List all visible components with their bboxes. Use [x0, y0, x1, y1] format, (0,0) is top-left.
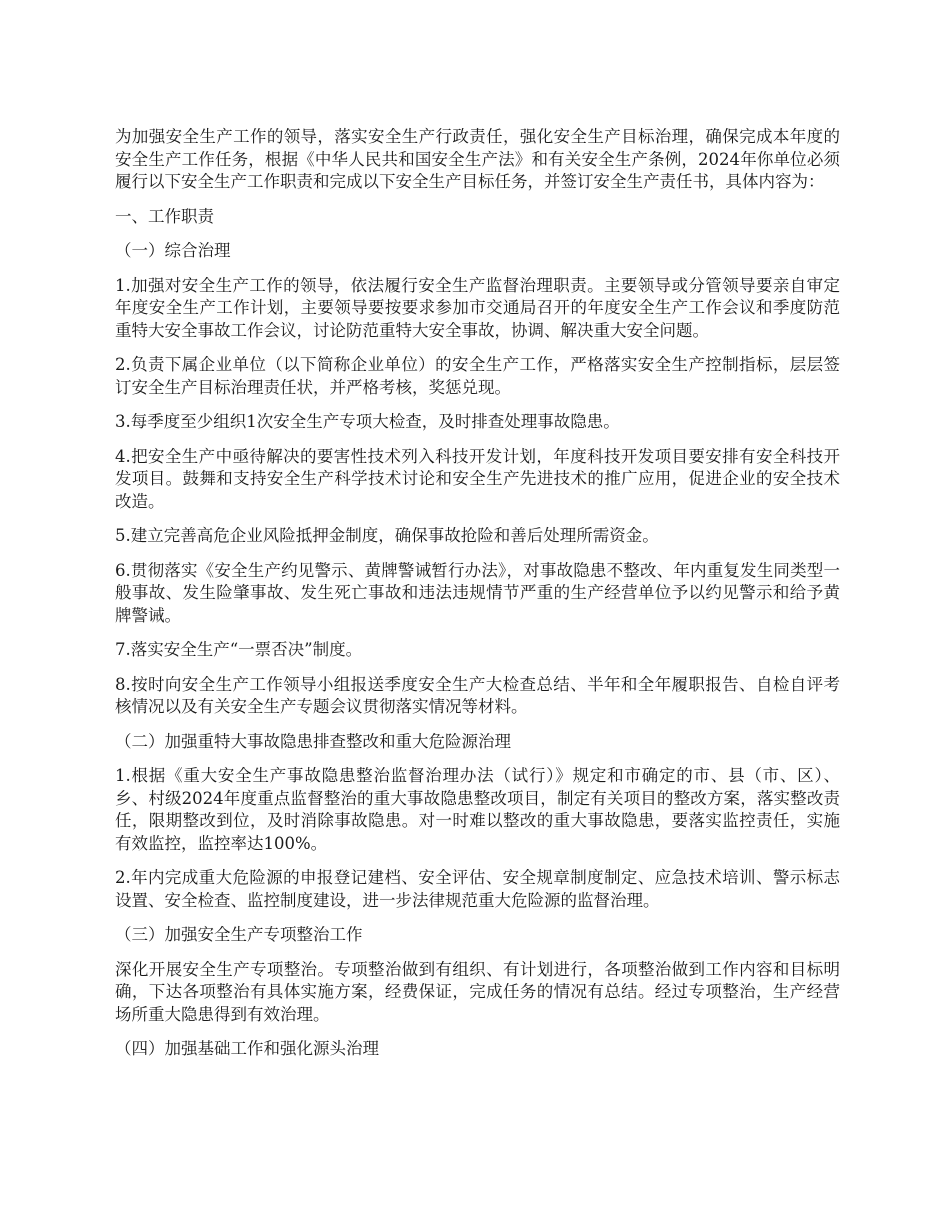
document-body: [115, 126, 840, 1073]
item-2-1: 1.根据《重大安全生产事故隐患整治监督治理办法（试行）》规定和市确定的市、县（市、区）、乡、村级2024年度重点监督整治的重大事故隐患整改项目，制定有关项目的整改方案，落实整改责任，限期整改到位，及时消除事故隐患。对一时难以整改的重大事故隐患，要落实监控责任，实施有效监控，监控率达100%。: [115, 766, 840, 853]
item-1-4: 4.把安全生产中亟待解决的要害性技术列入科技开发计划，年度科技开发项目要安排有安全科技开发项目。鼓舞和支持安全生产科学技术讨论和安全生产先进技术的推广应用，促进企业的安全技术改造。: [115, 446, 840, 511]
item-2-2: 2.年内完成重大危险源的申报登记建档、安全评估、安全规章制度制定、应急技术培训、警示标志设置、安全检查、监控制度建设，进一步法律规范重大危险源的监督治理。: [115, 868, 840, 910]
item-1-1: 1.加强对安全生产工作的领导，依法履行安全生产监督治理职责。主要领导或分管领导要亲自审定年度安全生产工作计划，主要领导要按要求参加市交通局召开的年度安全生产工作会议和季度防范重特大安全事故工作会议，讨论防范重特大安全事故，协调、解决重大安全问题。: [115, 275, 840, 340]
intro-paragraph: 为加强安全生产工作的领导，落实安全生产行政责任，强化安全生产目标治理，确保完成本年度的安全生产工作任务，根据《中华人民共和国安全生产法》和有关安全生产条例，2024年你单位必须履行以下安全生产工作职责和完成以下安全生产目标任务，并签订安全生产责任书，具体内容为：: [115, 127, 840, 191]
item-1-8: 8.按时向安全生产工作领导小组报送季度安全生产大检查总结、半年和全年履职报告、自检自评考核情况以及有关安全生产专题会议贯彻落实情况等材料。: [115, 674, 840, 716]
item-1-5: 5.建立完善高危企业风险抵押金制度，确保事故抢险和善后处理所需资金。: [115, 526, 659, 545]
subsection-heading-2: （二）加强重特大事故隐患排查整改和重大危险源治理: [115, 731, 511, 751]
subsection-heading-3: （三）加强安全生产专项整治工作: [115, 925, 363, 944]
section-heading-1: 一、工作职责: [115, 206, 214, 226]
item-1-7: 7.落实安全生产“一票否决”制度。: [115, 640, 363, 659]
item-1-2: 2.负责下属企业单位（以下简称企业单位）的安全生产工作，严格落实安全生产控制指标，层层签订安全生产目标治理责任状，并严格考核，奖惩兑现。: [115, 355, 840, 397]
subsection-heading-4: （四）加强基础工作和强化源头治理: [115, 1039, 379, 1058]
item-3-1: 深化开展安全生产专项整治。专项整治做到有组织、有计划进行，各项整治做到工作内容和目标明确，下达各项整治有具体实施方案，经费保证，完成任务的情况有总结。经过专项整治，生产经营场所重大隐患得到有效治理。: [115, 959, 840, 1024]
subsection-heading-1: （一）综合治理: [115, 241, 231, 260]
item-1-6: 6.贯彻落实《安全生产约见警示、黄牌警诫暂行办法》，对事故隐患不整改、年内重复发生同类型一般事故、发生险肇事故、发生死亡事故和违法违规情节严重的生产经营单位予以约见警示和给予黄牌警诫。: [115, 560, 840, 625]
item-1-3: 3.每季度至少组织1次安全生产专项大检查，及时排查处理事故隐患。: [115, 412, 620, 431]
